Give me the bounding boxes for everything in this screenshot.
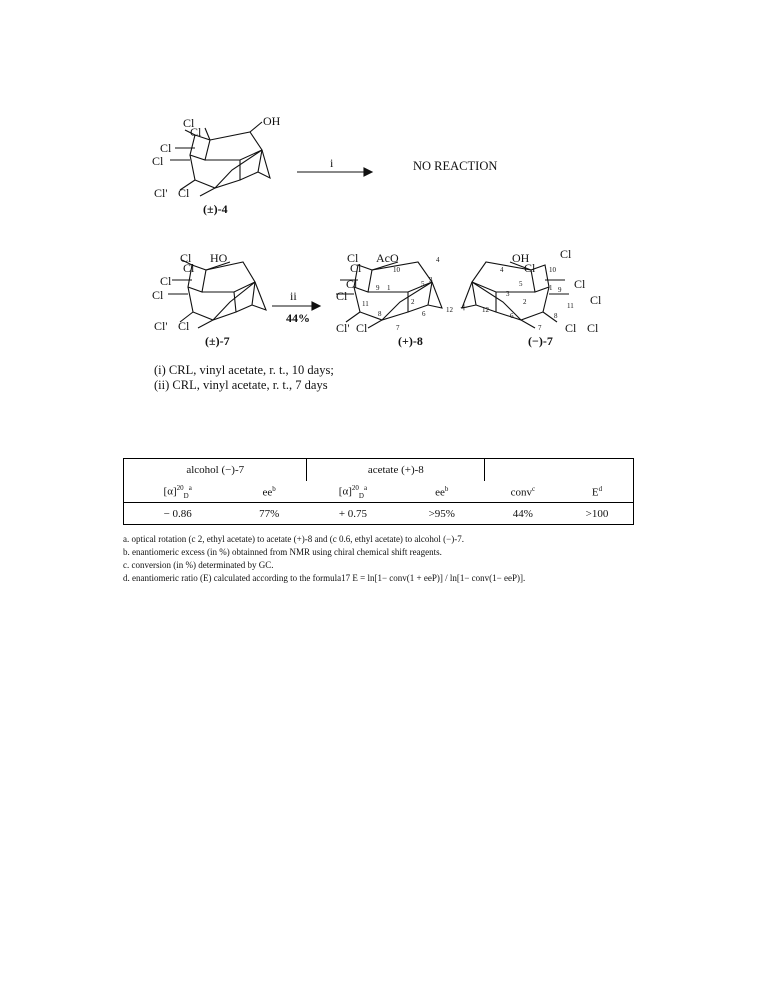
- atom-cl: Cl: [587, 321, 599, 335]
- atom-number: 11: [567, 302, 574, 310]
- table-row: [124, 503, 634, 525]
- atom-cl: Cl: [560, 247, 572, 261]
- atom-cl: Cl: [178, 186, 190, 200]
- atom-cl: Cl: [356, 321, 368, 335]
- column-header: $ee^b$: [231, 481, 307, 503]
- column-header: $E^d$: [561, 481, 633, 503]
- atom-cl: Cl: [190, 125, 202, 139]
- table-cell: 44%: [485, 503, 561, 525]
- condition-i: (i) CRL, vinyl acetate, r. t., 10 days;: [154, 363, 334, 377]
- atom-number: 7: [538, 324, 542, 332]
- atom-cl: Cl: [350, 261, 362, 275]
- table-cell: + 0.75: [307, 503, 399, 525]
- atom-number: 4: [436, 256, 440, 264]
- atom-cl: Cl: [183, 261, 195, 275]
- atom-oh: OH: [263, 114, 281, 128]
- atom-cl: Cl: [160, 141, 172, 155]
- arrow-yield: 44%: [286, 311, 310, 325]
- atom-cl: Cl': [336, 321, 350, 335]
- atom-number: 1: [549, 284, 553, 292]
- atom-number: 12: [446, 306, 453, 314]
- atom-cl: Cl: [346, 277, 358, 291]
- results-table: [123, 458, 634, 525]
- column-header: $ee^b$: [399, 481, 485, 503]
- footnote-b: b. enantiomeric excess (in %) obtainned from NMR using chiral chemical shift reagents.: [123, 547, 442, 557]
- compound-label-8: (+)-8: [398, 334, 423, 348]
- compound-label-7: (±)-7: [205, 334, 230, 348]
- atom-cl: Cl': [154, 186, 168, 200]
- atom-number: 4: [500, 266, 504, 274]
- atom-cl: Cl: [180, 251, 192, 265]
- reaction-scheme: [0, 0, 775, 420]
- atom-number: 10: [393, 266, 400, 274]
- no-reaction-text: NO REACTION: [413, 159, 498, 173]
- table-cell: >95%: [399, 503, 485, 525]
- atom-cl: Cl: [524, 261, 536, 275]
- group-header-acetate: acetate (+)-8: [307, 459, 485, 482]
- table-cell: 77%: [231, 503, 307, 525]
- atom-cl: Cl: [347, 251, 359, 265]
- atom-number: 6: [510, 312, 514, 320]
- atom-number: 2: [523, 298, 527, 306]
- reaction-scheme-drawing: [0, 0, 775, 420]
- column-header: $[\alpha]^{20}_D^a$: [124, 481, 232, 503]
- atom-cl: Cl: [574, 277, 586, 291]
- group-header-alcohol: alcohol (−)-7: [124, 459, 307, 482]
- atom-number: 6: [422, 310, 426, 318]
- arrow-label-i: i: [330, 156, 334, 170]
- atom-number: 12: [482, 306, 489, 314]
- table-column-header-row: [124, 481, 634, 503]
- atom-cl: Cl: [178, 319, 190, 333]
- molecule-4: [170, 122, 270, 196]
- atom-cl: Cl': [154, 319, 168, 333]
- atom-number: 9: [558, 286, 562, 294]
- atom-oh: OH: [512, 251, 530, 265]
- table-group-header-row: [124, 459, 634, 482]
- atom-number: 8: [554, 312, 558, 320]
- atom-cl: Cl: [183, 116, 195, 130]
- table-cell: − 0.86: [124, 503, 232, 525]
- atom-number: 3: [506, 290, 510, 298]
- atom-number: 1: [387, 284, 391, 292]
- atom-number: 5: [421, 280, 425, 288]
- footnotes: [123, 533, 525, 585]
- atom-cl: Cl: [590, 293, 602, 307]
- atom-number: 2: [411, 298, 415, 306]
- atom-number: 3: [429, 276, 433, 284]
- compound-label-4: (±)-4: [203, 202, 228, 216]
- atom-cl: Cl: [336, 289, 348, 303]
- table-cell: >100: [561, 503, 633, 525]
- footnote-d: d. enantiomeric ratio (E) calculated according to the formula17 E = ln[1− conv(1 + eeP)] / ln[1− conv(1− eeP)].: [123, 573, 526, 583]
- footnote-a: a. optical rotation (c 2, ethyl acetate) to acetate (+)-8 and (c 0.6, ethyl acetate) to alcohol (−)-7.: [123, 534, 464, 544]
- atom-cl: Cl: [152, 288, 164, 302]
- atom-number: 5: [519, 280, 523, 288]
- atom-number: 10: [549, 266, 556, 274]
- arrow-label-ii: ii: [290, 289, 297, 303]
- group-header-blank: [485, 459, 634, 482]
- atom-number: 8: [378, 310, 382, 318]
- atom-ho: HO: [210, 251, 228, 265]
- condition-ii: (ii) CRL, vinyl acetate, r. t., 7 days: [154, 378, 328, 392]
- footnote-c: c. conversion (in %) determinated by GC.: [123, 560, 274, 570]
- column-header: conv$^c$: [485, 481, 561, 503]
- atom-aco: AcO: [376, 251, 399, 265]
- plus-sign: +: [460, 301, 468, 316]
- atom-number: 9: [376, 284, 380, 292]
- atom-number: 11: [362, 300, 369, 308]
- atom-cl: Cl: [565, 321, 577, 335]
- column-header: $[\alpha]^{20}_D^a$: [307, 481, 399, 503]
- atom-number: 7: [396, 324, 400, 332]
- compound-label-neg-7: (−)-7: [528, 334, 553, 348]
- atom-cl: Cl: [160, 274, 172, 288]
- atom-cl: Cl: [152, 154, 164, 168]
